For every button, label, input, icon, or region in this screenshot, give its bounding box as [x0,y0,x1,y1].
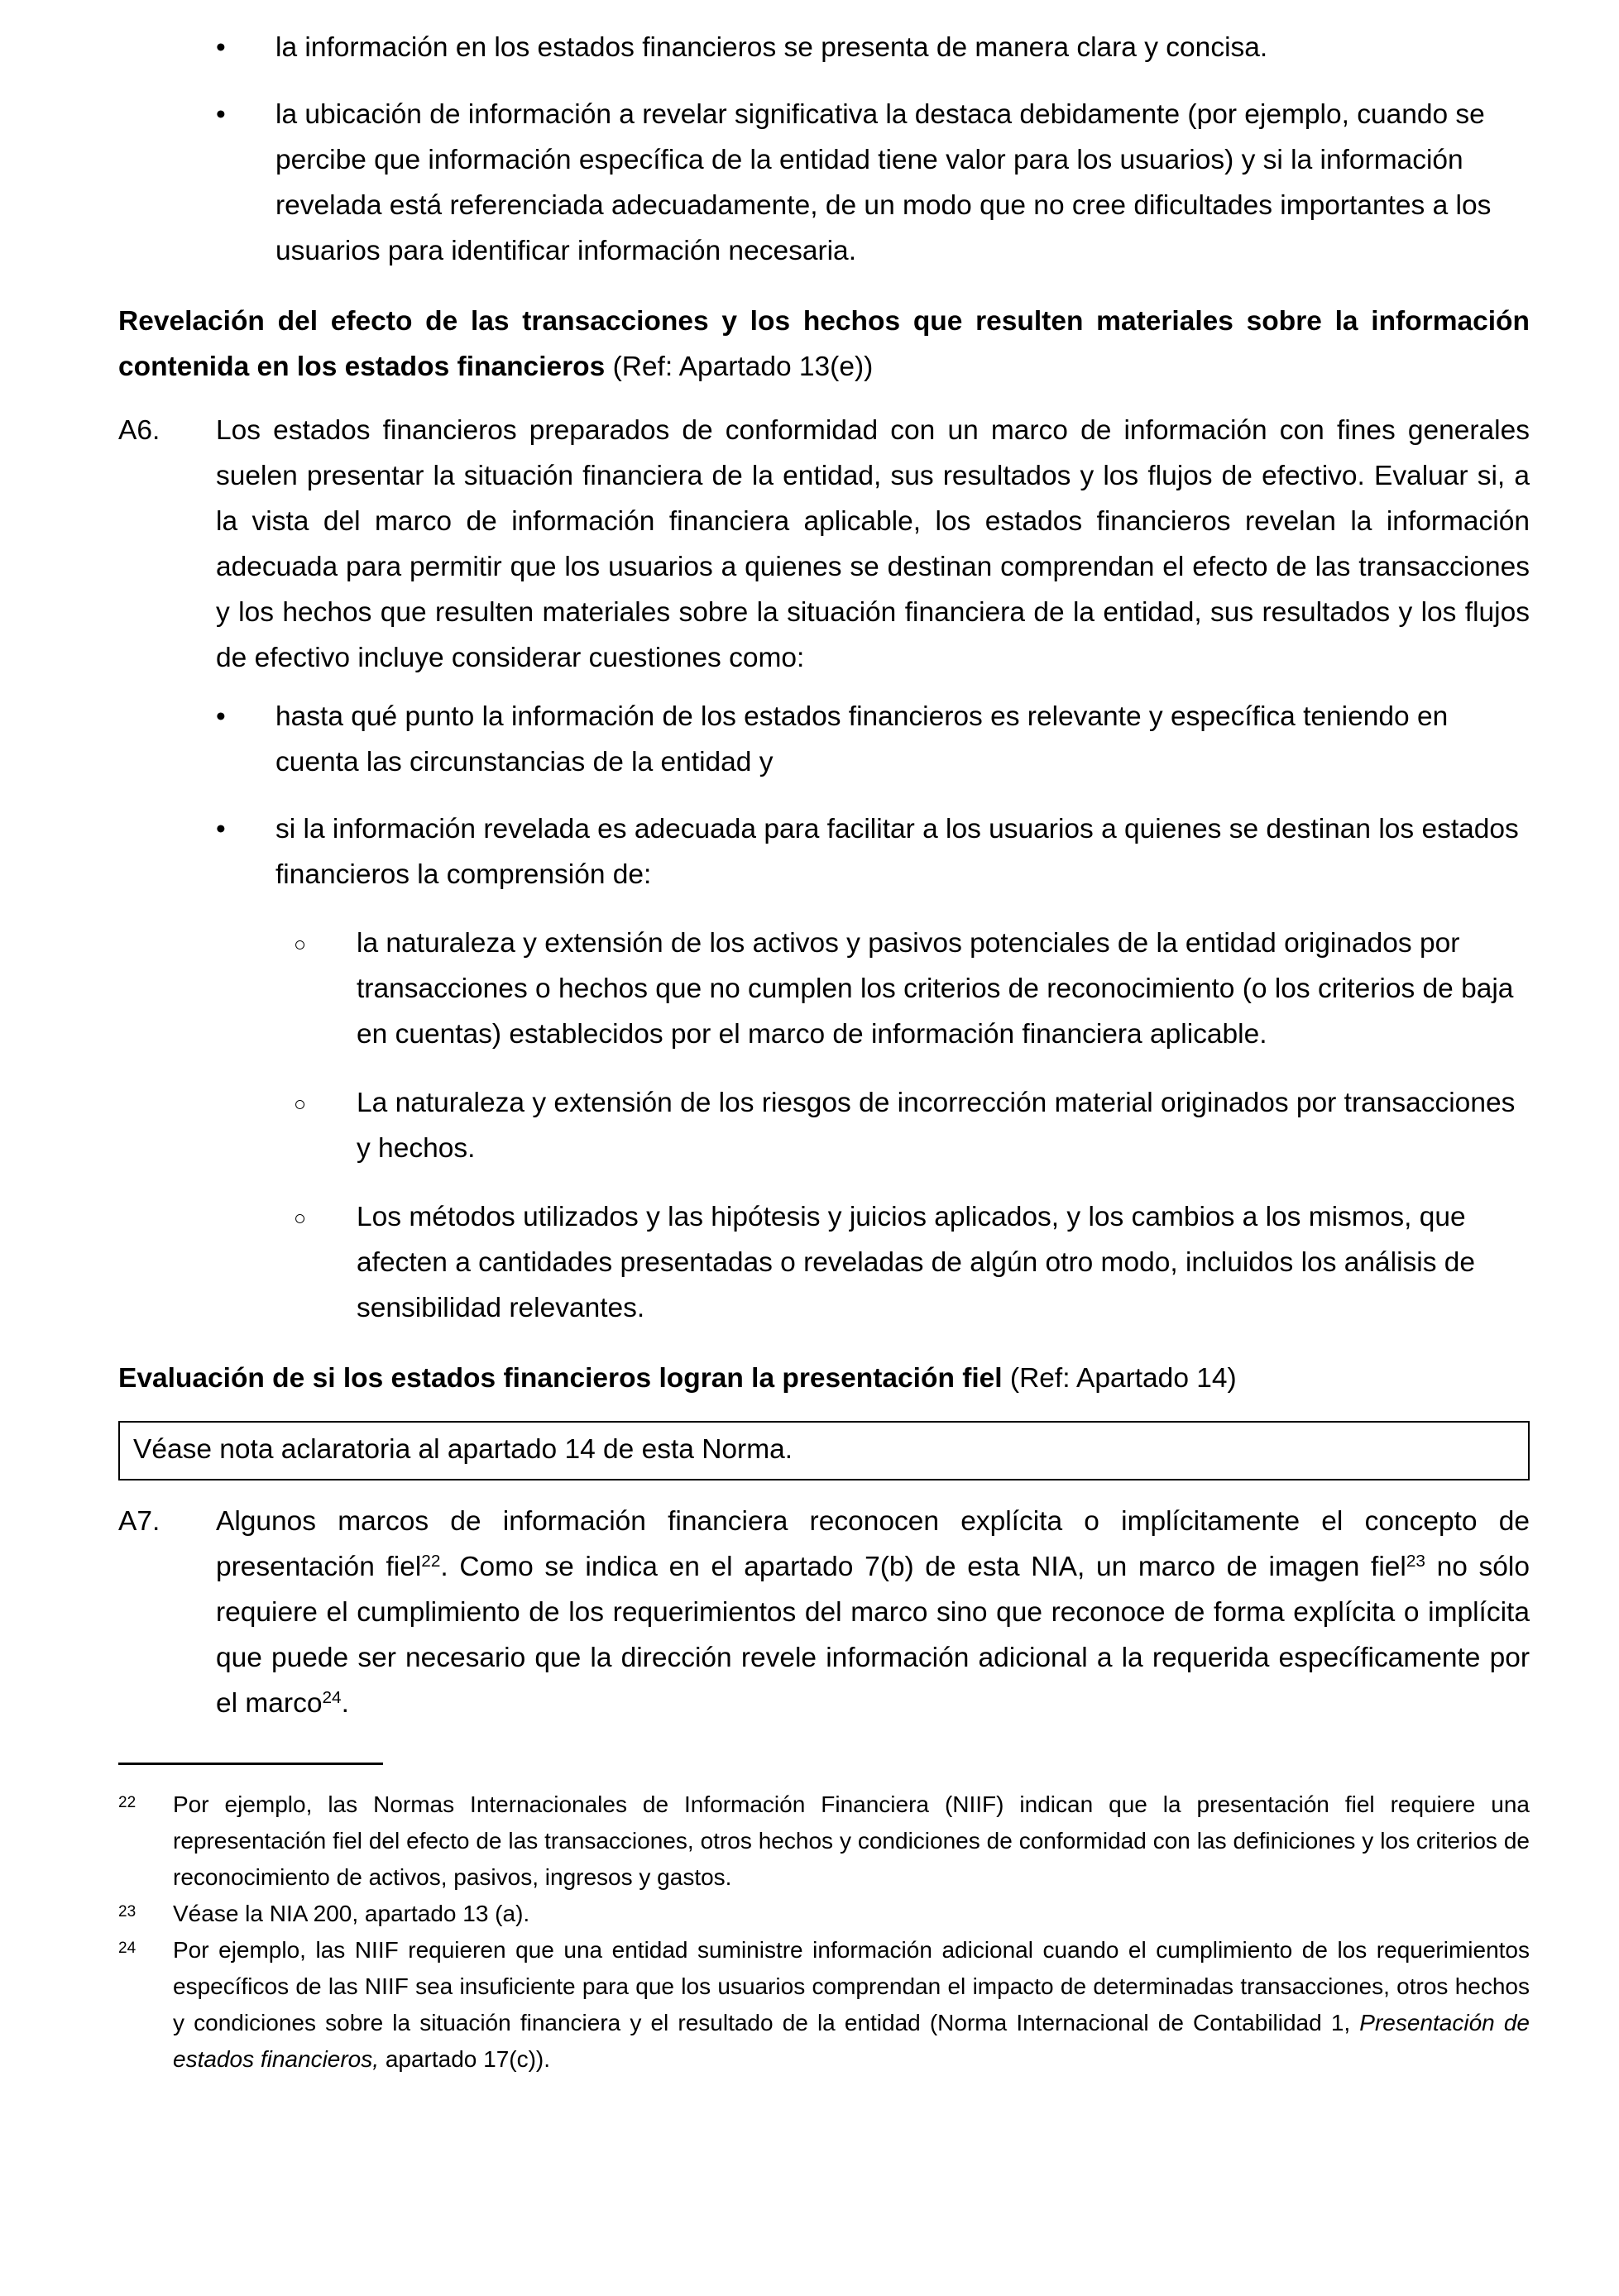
a6-subbullet-list [118,921,1530,1331]
a6-bullet-list [118,694,1530,897]
list-item [118,1194,1530,1331]
paragraph-number: A6. [118,415,160,446]
footnote-number: 24 [118,1940,137,1957]
footnote-section [118,1763,1530,2078]
list-item [118,1080,1530,1171]
heading-reference-text: (Ref: Apartado 13(e)) [605,352,874,382]
paragraph-a6 [118,408,1530,681]
subbullet-text: La naturaleza y extensión de los riesgos de incorrección material originados por transacciones y hechos. [357,1088,1516,1164]
footnote-22 [118,1787,1530,1896]
section-heading-evaluacion [118,1356,1530,1401]
footnote-number: 22 [118,1794,137,1811]
bullet-marker: • [216,32,226,63]
heading-bold-text: Evaluación de si los estados financieros logran la presentación fiel [118,1363,1003,1394]
list-item [118,921,1530,1057]
bullet-marker: • [216,814,226,844]
top-bullet-list [118,25,1530,274]
footnote-24 [118,1932,1530,2078]
paragraph-text-part4: . [341,1688,349,1719]
footnote-ref-24: 24 [322,1688,342,1708]
list-item [118,25,1530,70]
footnote-italic-title: Presentación de estados financieros, [173,2010,1530,2072]
bullet-marker: • [216,701,226,732]
footnote-text: Por ejemplo, las Normas Internacionales de Información Financiera (NIIF) indican que la presentación fiel requiere una representación fiel del efecto de las transacciones, otros hechos y condiciones de conformidad con las definiciones y los criterios de reconocimiento de activos, pasivos, ingresos y gastos. [173,1791,1530,1890]
heading-reference-text: (Ref: Apartado 14) [1002,1363,1237,1394]
paragraph-number: A7. [118,1506,160,1537]
bullet-text: hasta qué punto la información de los estados financieros es relevante y específica teniendo en cuenta las circunstancias de la entidad y [275,701,1449,777]
subbullet-text: Los métodos utilizados y las hipótesis y juicios aplicados, y los cambios a los mismos, que afecten a cantidades presentadas o reveladas de algún otro modo, incluidos los análisis de sensibilidad relevantes. [357,1202,1476,1323]
footnote-separator-rule [118,1763,383,1765]
list-item [118,694,1530,785]
footnote-number: 23 [118,1903,137,1921]
paragraph-text-part2: . Como se indica en el apartado 7(b) de esta NIA, un marco de imagen fiel [440,1552,1406,1582]
bullet-marker: • [216,99,226,130]
list-item [118,92,1530,274]
heading-bold-text: Revelación del efecto de las transacciones y los hechos que resulten materiales sobre la información contenida en los estados financieros [118,306,1530,382]
paragraph-text-part1: Algunos marcos de información financiera reconocen explícita o implícitamente el concepto de presentación fiel [216,1506,1530,1582]
bullet-text: la información en los estados financieros se presenta de manera clara y concisa. [275,32,1268,63]
circle-bullet-marker: ○ [294,1207,307,1230]
paragraph-text: Los estados financieros preparados de conformidad con un marco de información con fines generales suelen presentar la situación financiera de la entidad, sus resultados y los flujos de efectivo. Evaluar si, a la vista del marco de información financiera aplicable, los estados financieros revelan la información adecuada para permitir que los usuarios a quienes se destinan comprendan el efecto de las transacciones y los hechos que resulten materiales sobre la situación financiera de la entidad, sus resultados y los flujos de efectivo incluye considerar cuestiones como: [216,415,1530,673]
section-heading-revelacion [118,299,1530,390]
footnote-text-part1: Por ejemplo, las NIIF requieren que una entidad suministre información adicional cuando el cumplimiento de los requerimientos específicos de las NIIF sea insuficiente para que los usuarios comprendan el impacto de determinadas transacciones, otros hechos y condiciones sobre la situación financiera y el resultado de la entidad (Norma Internacional de Contabilidad 1, [173,1937,1530,2035]
footnote-text: Véase la NIA 200, apartado 13 (a). [173,1901,530,1926]
footnote-23 [118,1896,1530,1932]
footnote-ref-22: 22 [421,1552,441,1571]
footnote-text-part2: apartado 17(c)). [379,2046,551,2072]
clarifying-note-box [118,1421,1530,1480]
bullet-text: la ubicación de información a revelar significativa la destaca debidamente (por ejemplo, cuando se percibe que información específica de la entidad tiene valor para los usuarios) y si la información revelada está referenciada adecuadamente, de un modo que no cree dificultades importantes a los usuarios para identificar información necesaria. [275,99,1492,266]
paragraph-text-part3: no sólo requiere el cumplimiento de los requerimientos del marco sino que reconoce de forma explícita o implícita que puede ser necesario que la dirección revele información adicional a la requerida específicamente por el marco [216,1552,1530,1719]
paragraph-a7 [118,1499,1530,1726]
circle-bullet-marker: ○ [294,933,307,956]
clarifying-note-text: Véase nota aclaratoria al apartado 14 de esta Norma. [133,1434,793,1465]
footnote-ref-23: 23 [1406,1552,1425,1571]
circle-bullet-marker: ○ [294,1093,307,1116]
list-item [118,806,1530,897]
bullet-text: si la información revelada es adecuada para facilitar a los usuarios a quienes se destinan los estados financieros la comprensión de: [275,814,1519,890]
subbullet-text: la naturaleza y extensión de los activos y pasivos potenciales de la entidad originados por transacciones o hechos que no cumplen los criterios de reconocimiento (o los criterios de baja en cuentas) establecidos por el marco de información financiera aplicable. [357,928,1514,1050]
